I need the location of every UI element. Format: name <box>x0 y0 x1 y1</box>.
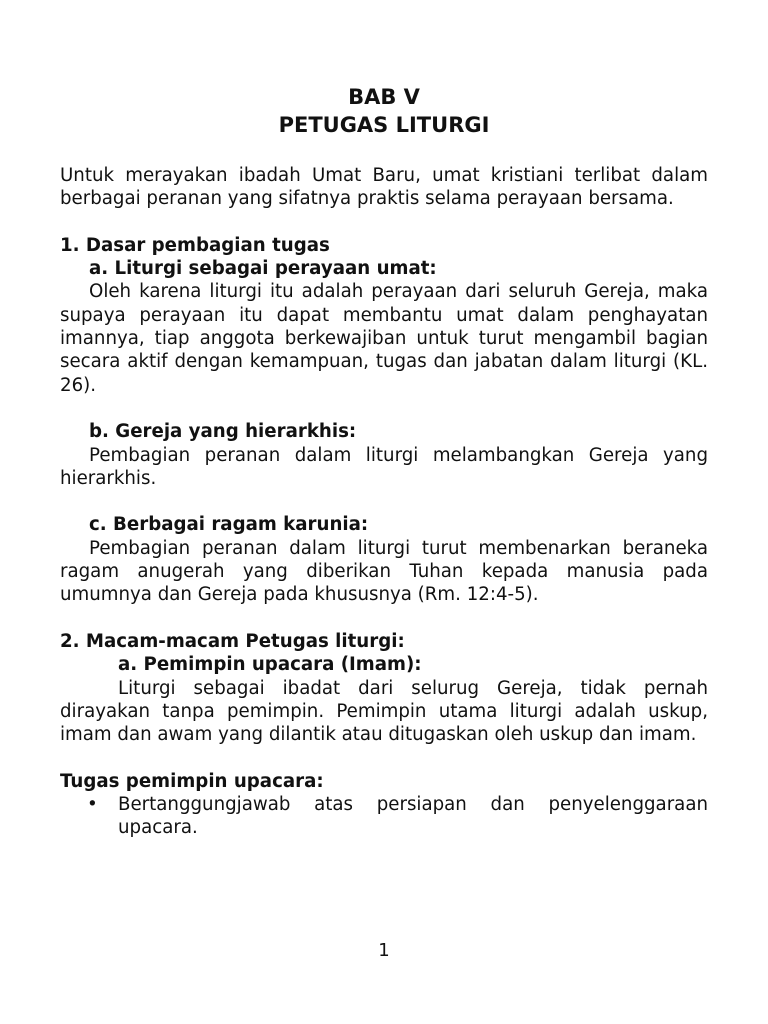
tasks-list <box>60 793 708 840</box>
section2-heading: 2. Macam-macam Petugas liturgi: <box>60 630 405 652</box>
tasks-heading: Tugas pemimpin upacara: <box>60 770 324 792</box>
list-item <box>60 793 708 840</box>
section1c-paragraph: Pembagian peranan dalam liturgi turut membenarkan beraneka ragam anugerah yang diberikan Tuhan kepada manusia pada umumnya dan Gereja pada khususnya (Rm. 12:4-5). <box>60 537 708 606</box>
section2a-heading: a. Pemimpin upacara (Imam): <box>118 654 422 676</box>
section1b-heading: b. Gereja yang hierarkhis: <box>89 421 357 443</box>
intro-paragraph: Untuk merayakan ibadah Umat Baru, umat kristiani terlibat dalam berbagai peranan yang sifatnya praktis selama perayaan bersama. <box>60 165 708 210</box>
section2a-paragraph: Liturgi sebagai ibadat dari selurug Gereja, tidak pernah dirayakan tanpa pemimpin. Pemimpin utama liturgi adalah uskup, imam dan awam yang dilantik atau ditugaskan oleh uskup dan imam. <box>60 677 708 746</box>
bullet-icon: • <box>87 794 98 816</box>
document-page <box>60 83 708 840</box>
section1c-heading: c. Berbagai ragam karunia: <box>89 514 369 536</box>
section1a-paragraph: Oleh karena liturgi itu adalah perayaan dari seluruh Gereja, maka supaya perayaan itu dapat membantu umat dalam penghayatan imannya, tiap anggota berkewajiban untuk turut mengambil bagian secara aktif dengan kemampuan, tugas dan jabatan dalam liturgi (KL. 26). <box>60 281 708 396</box>
list-item-text: Bertanggungjawab atas persiapan dan penyelenggaraan upacara. <box>118 794 708 839</box>
chapter-number: BAB V <box>348 85 420 109</box>
page-number: 1 <box>378 940 390 961</box>
chapter-title: PETUGAS LITURGI <box>278 113 490 137</box>
section1-heading: 1. Dasar pembagian tugas <box>60 234 330 256</box>
section1a-heading: a. Liturgi sebagai perayaan umat: <box>89 258 437 280</box>
section1b-paragraph: Pembagian peranan dalam liturgi melambangkan Gereja yang hierarkhis. <box>60 444 708 489</box>
